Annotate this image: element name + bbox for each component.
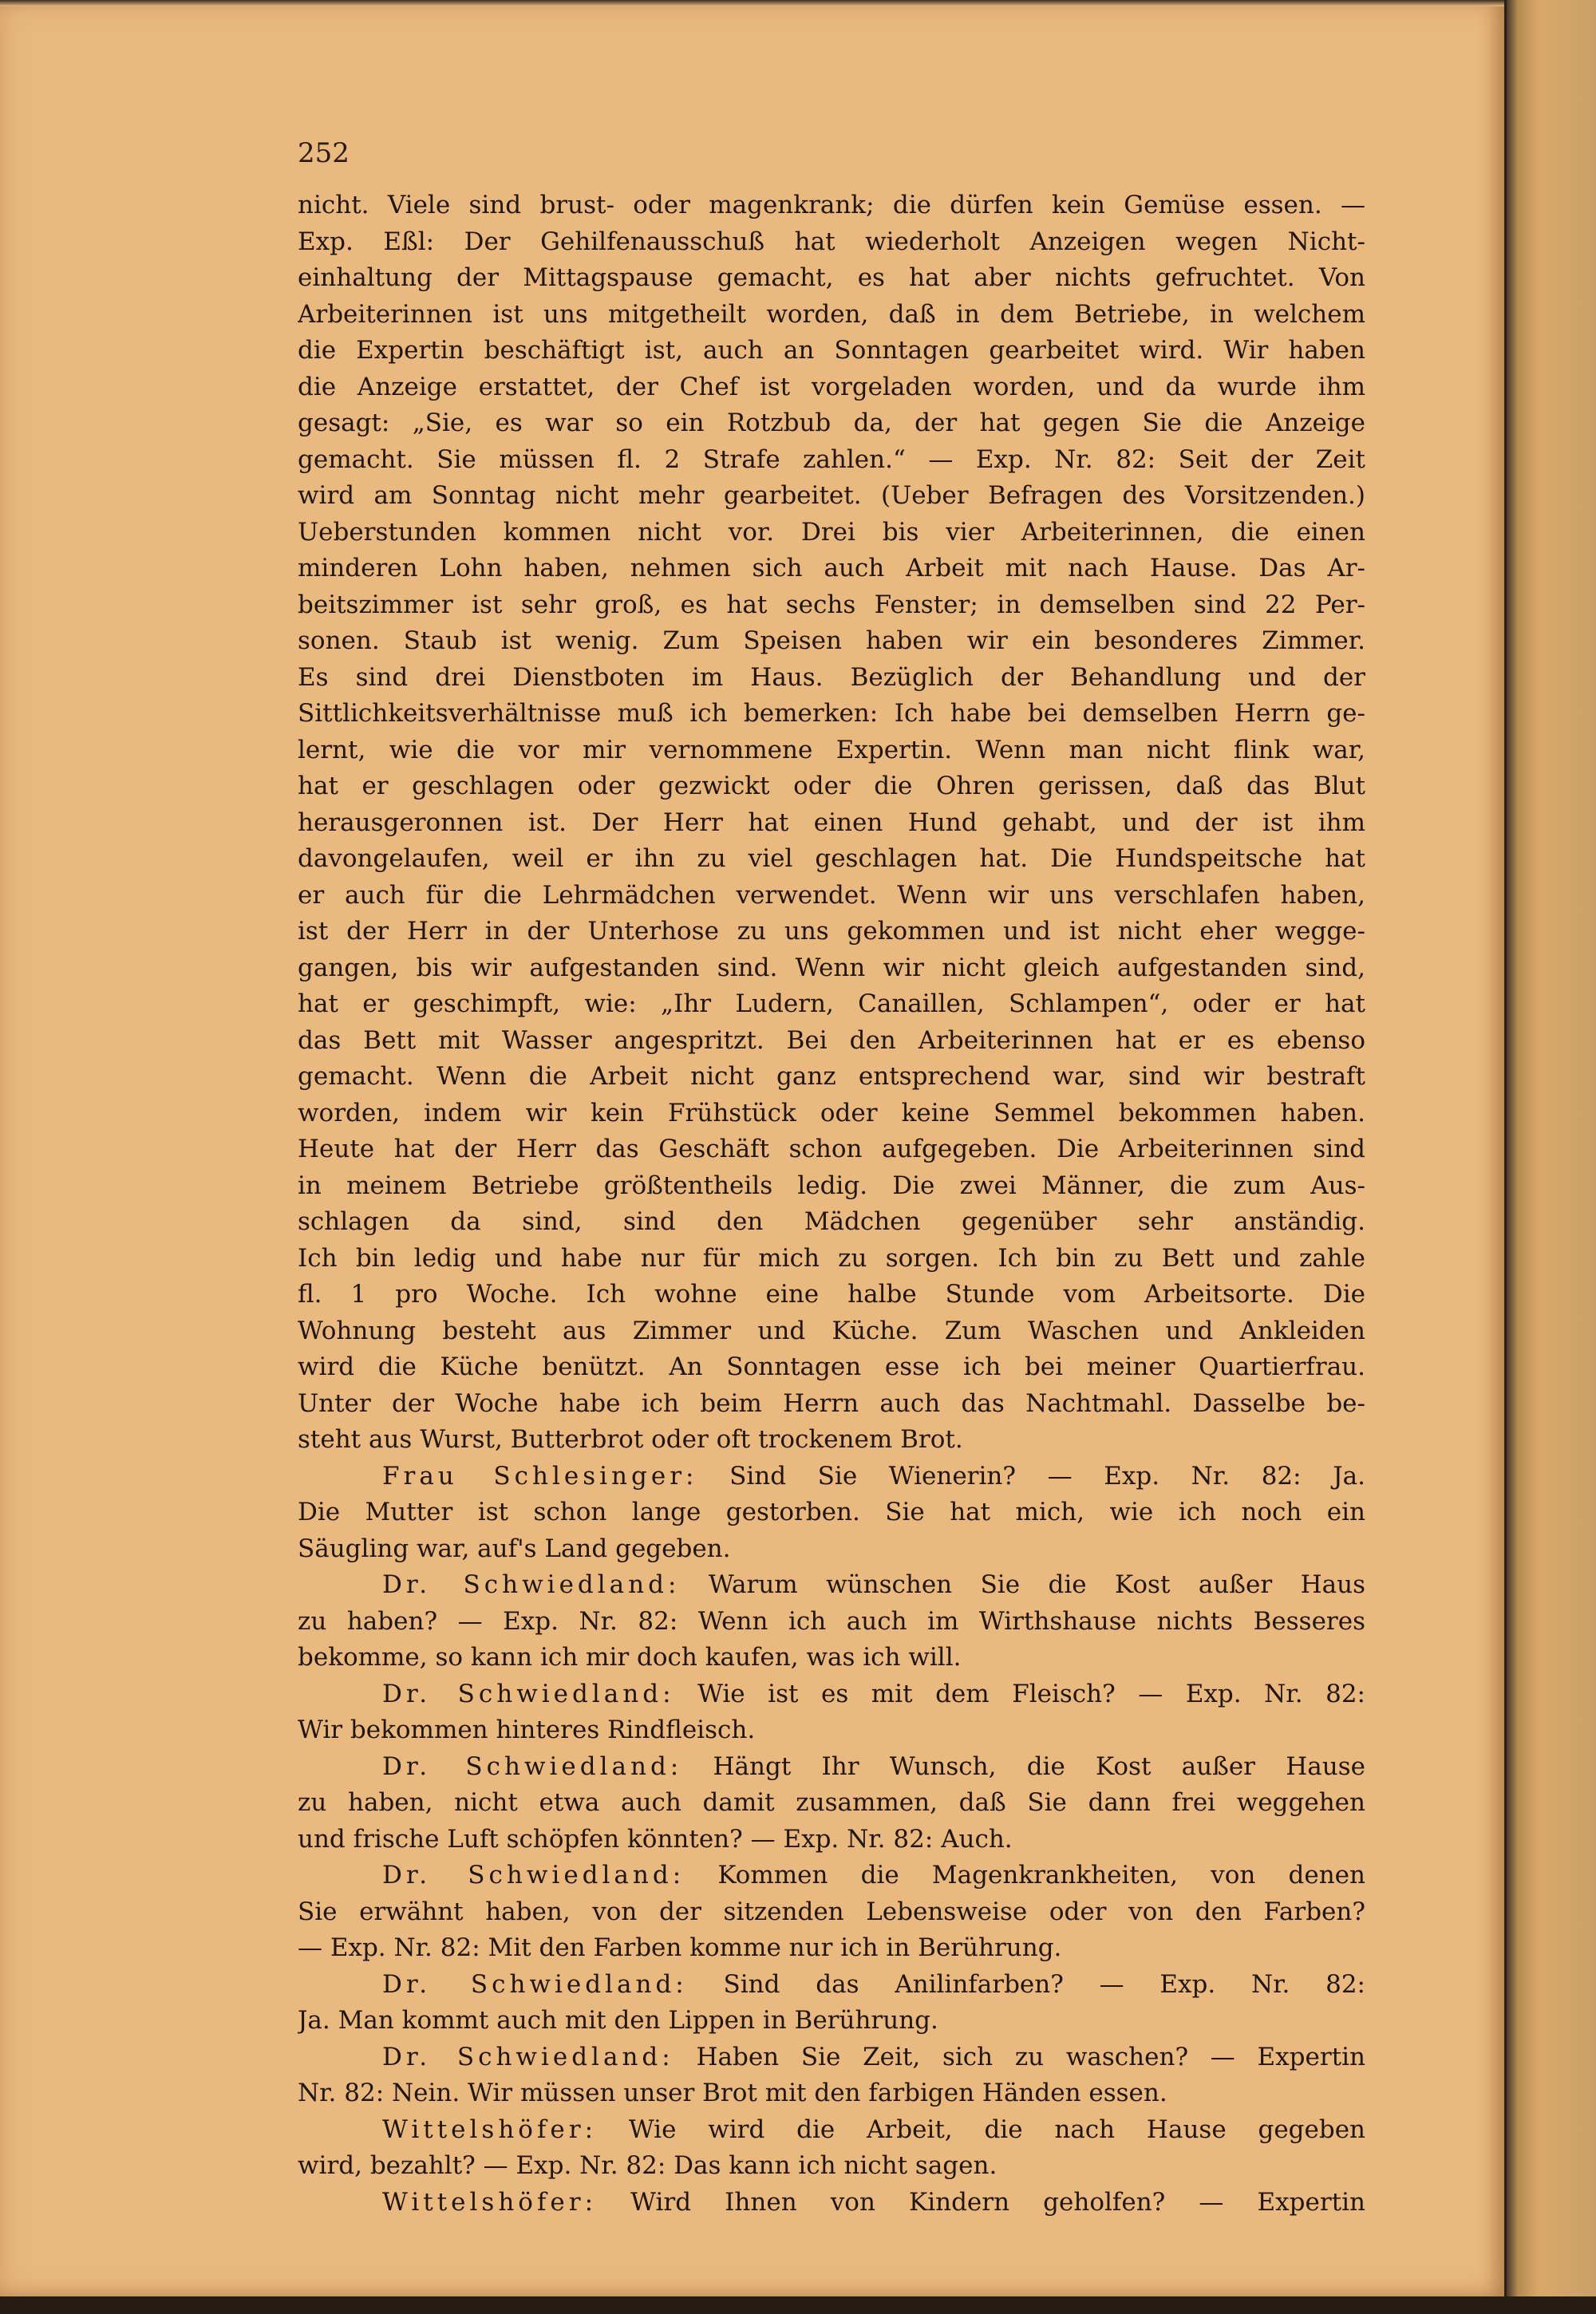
utterance: Wie ist es mit dem Fleisch? — Exp. Nr. 82: [697,1679,1365,1708]
text-line: in meinem Betriebe größtentheils ledig. Die zwei Männer, die zum Aus- [298,1171,1365,1200]
text-line: zu haben? — Exp. Nr. 82: Wenn ich auch im Wirthshause nichts Besseres [298,1606,1365,1636]
speaker-name: Dr. Schwiedland: [382,1570,681,1599]
speaker-name: Dr. Schwiedland: [382,2042,674,2071]
body-text [298,188,1365,2221]
scan-bottom-border [0,2296,1596,2314]
text-line: wird die Küche benützt. An Sonntagen esse ich bei meiner Quartierfrau. [298,1352,1365,1381]
text-line: Säugling war, auf's Land gegeben. [298,1534,731,1563]
text-line [298,1676,1365,1713]
text-line: Exp. Eßl: Der Gehilfenausschuß hat wiederholt Anzeigen wegen Nicht- [298,227,1365,256]
text-line: Sittlichkeitsverhältnisse muß ich bemerken: Ich habe bei demselben Herrn ge- [298,699,1365,728]
speaker-name: Dr. Schwiedland: [382,1751,683,1781]
text-line: einhaltung der Mittagspause gemacht, es hat aber nichts gefruchtet. Von [298,263,1365,292]
page-top-edge [0,0,1504,6]
text-line: Heute hat der Herr das Geschäft schon aufgegeben. Die Arbeiterinnen sind [298,1135,1365,1163]
text-line: gangen, bis wir aufgestanden sind. Wenn wir nicht gleich aufgestanden sind, [298,953,1365,982]
text-line [298,1967,1365,2004]
text-line: nicht. Viele sind brust- oder magenkrank; die dürfen kein Gemüse essen. — [298,191,1365,219]
text-line: Sie erwähnt haben, von der sitzenden Lebensweise oder von den Farben? [298,1897,1365,1926]
text-line: Arbeiterinnen ist uns mitgetheilt worden, daß in dem Betriebe, in welchem [298,299,1365,329]
text-line: herausgeronnen ist. Der Herr hat einen Hund gehabt, und der ist ihm [298,808,1365,837]
utterance: Haben Sie Zeit, sich zu waschen? — Expertin [696,2042,1365,2071]
text-line: Die Mutter ist schon lange gestorben. Sie hat mich, wie ich noch ein [298,1498,1365,1526]
page-number: 252 [298,137,350,169]
text-line [298,2040,1365,2076]
text-line: davongelaufen, weil er ihn zu viel geschlagen hat. Die Hundspeitsche hat [298,844,1365,873]
text-line [298,2112,1365,2149]
dialogue-entry [298,2112,1365,2185]
utterance: Sind Sie Wienerin? — Exp. Nr. 82: Ja. [729,1461,1365,1491]
text-line: und frische Luft schöpfen könnten? — Exp. Nr. 82: Auch. [298,1824,1013,1854]
speaker-name: Dr. Schwiedland: [382,1679,675,1708]
utterance: Warum wünschen Sie die Kost außer Haus [708,1570,1365,1599]
dialogue-entry [298,1459,1365,1568]
text-line: sonen. Staub ist wenig. Zum Speisen haben wir ein besonderes Zimmer. [298,626,1365,655]
next-page-edge [1507,0,1596,2314]
utterance: Kommen die Magenkrankheiten, von denen [717,1861,1365,1890]
text-line: Es sind drei Dienstboten im Haus. Bezüglich der Behandlung und der [298,662,1365,692]
text-line: steht aus Wurst, Butterbrot oder oft trockenem Brot. [298,1425,963,1454]
text-line: die Anzeige erstattet, der Chef ist vorgeladen worden, und da wurde ihm [298,372,1365,401]
speaker-name: Dr. Schwiedland: [382,1861,685,1890]
text-line: gemacht. Wenn die Arbeit nicht ganz entsprechend war, sind wir bestraft [298,1062,1365,1091]
text-line: Unter der Woche habe ich beim Herrn auch das Nachtmahl. Dasselbe be- [298,1388,1365,1418]
text-line: Wir bekommen hinteres Rindfleisch. [298,1716,756,1744]
text-line [298,1459,1365,1495]
text-line: wird am Sonntag nicht mehr gearbeitet. (Ueber Befragen des Vorsitzenden.) [298,481,1365,510]
dialogue-entry [298,2185,1365,2221]
dialogue-entry [298,2040,1365,2112]
text-line: Nr. 82: Nein. Wir müssen unser Brot mit den farbigen Händen essen. [298,2079,1167,2107]
text-line: bekomme, so kann ich mir doch kaufen, was ich will. [298,1643,962,1672]
text-line [298,2185,1365,2221]
speaker-name: Dr. Schwiedland: [382,1969,688,1999]
dialogue-entry [298,1749,1365,1858]
dialogue-entry [298,1676,1365,1749]
text-line: Ja. Man kommt auch mit den Lippen in Berührung. [298,2006,938,2035]
text-line [298,1749,1365,1786]
text-line: das Bett mit Wasser angespritzt. Bei den Arbeiterinnen hat er es ebenso [298,1025,1365,1055]
text-line: minderen Lohn haben, nehmen sich auch Arbeit mit nach Hause. Das Ar- [298,554,1365,582]
testimony-paragraph [298,188,1365,1459]
utterance: Sind das Anilinfarben? — Exp. Nr. 82: [723,1969,1365,1999]
speaker-name: Frau Schlesinger: [382,1461,698,1491]
text-line [298,1567,1365,1604]
text-line: hat er geschimpft, wie: „Ihr Ludern, Canaillen, Schlampen“, oder er hat [298,989,1365,1018]
text-line: — Exp. Nr. 82: Mit den Farben komme nur ich in Berührung. [298,1933,1062,1962]
text-line: Ueberstunden kommen nicht vor. Drei bis vier Arbeiterinnen, die einen [298,517,1365,547]
text-line: Ich bin ledig und habe nur für mich zu sorgen. Ich bin zu Bett und zahle [298,1243,1365,1273]
text-line: schlagen da sind, sind den Mädchen gegenüber sehr anständig. [298,1207,1365,1236]
text-line: beitszimmer ist sehr groß, es hat sechs Fenster; in demselben sind 22 Per- [298,590,1365,619]
dialogue-entry [298,1967,1365,2040]
text-line: zu haben, nicht etwa auch damit zusammen, daß Sie dann frei weggehen [298,1788,1365,1817]
text-line: gesagt: „Sie, es war so ein Rotzbub da, der hat gegen Sie die Anzeige [298,409,1365,437]
text-line: wird, bezahlt? — Exp. Nr. 82: Das kann ich nicht sagen. [298,2151,998,2180]
speaker-name: Wittelshöfer: [382,2187,598,2217]
text-line: gemacht. Sie müssen fl. 2 Strafe zahlen.“ — Exp. Nr. 82: Seit der Zeit [298,444,1365,474]
text-line: Wohnung besteht aus Zimmer und Küche. Zum Waschen und Ankleiden [298,1316,1365,1345]
text-line: er auch für die Lehrmädchen verwendet. Wenn wir uns verschlafen haben, [298,880,1365,910]
text-line: die Expertin beschäftigt ist, auch an Sonntagen gearbeitet wird. Wir haben [298,336,1365,365]
utterance: Wird Ihnen von Kindern geholfen? — Expertin [630,2187,1365,2217]
text-line: worden, indem wir kein Frühstück oder keine Semmel bekommen haben. [298,1098,1365,1127]
text-line: lernt, wie die vor mir vernommene Expertin. Wenn man nicht flink war, [298,735,1365,764]
utterance: Hängt Ihr Wunsch, die Kost außer Hause [713,1751,1365,1781]
text-line: ist der Herr in der Unterhose zu uns gekommen und ist nicht eher wegge- [298,917,1365,946]
text-line [298,1858,1365,1894]
text-line: fl. 1 pro Woche. Ich wohne eine halbe Stunde vom Arbeitsorte. Die [298,1280,1365,1309]
dialogue-entry [298,1567,1365,1676]
text-line: hat er geschlagen oder gezwickt oder die Ohren gerissen, daß das Blut [298,772,1365,800]
dialogue-entry [298,1858,1365,1967]
speaker-name: Wittelshöfer: [382,2115,598,2144]
utterance: Wie wird die Arbeit, die nach Hause gegeben [628,2115,1365,2144]
